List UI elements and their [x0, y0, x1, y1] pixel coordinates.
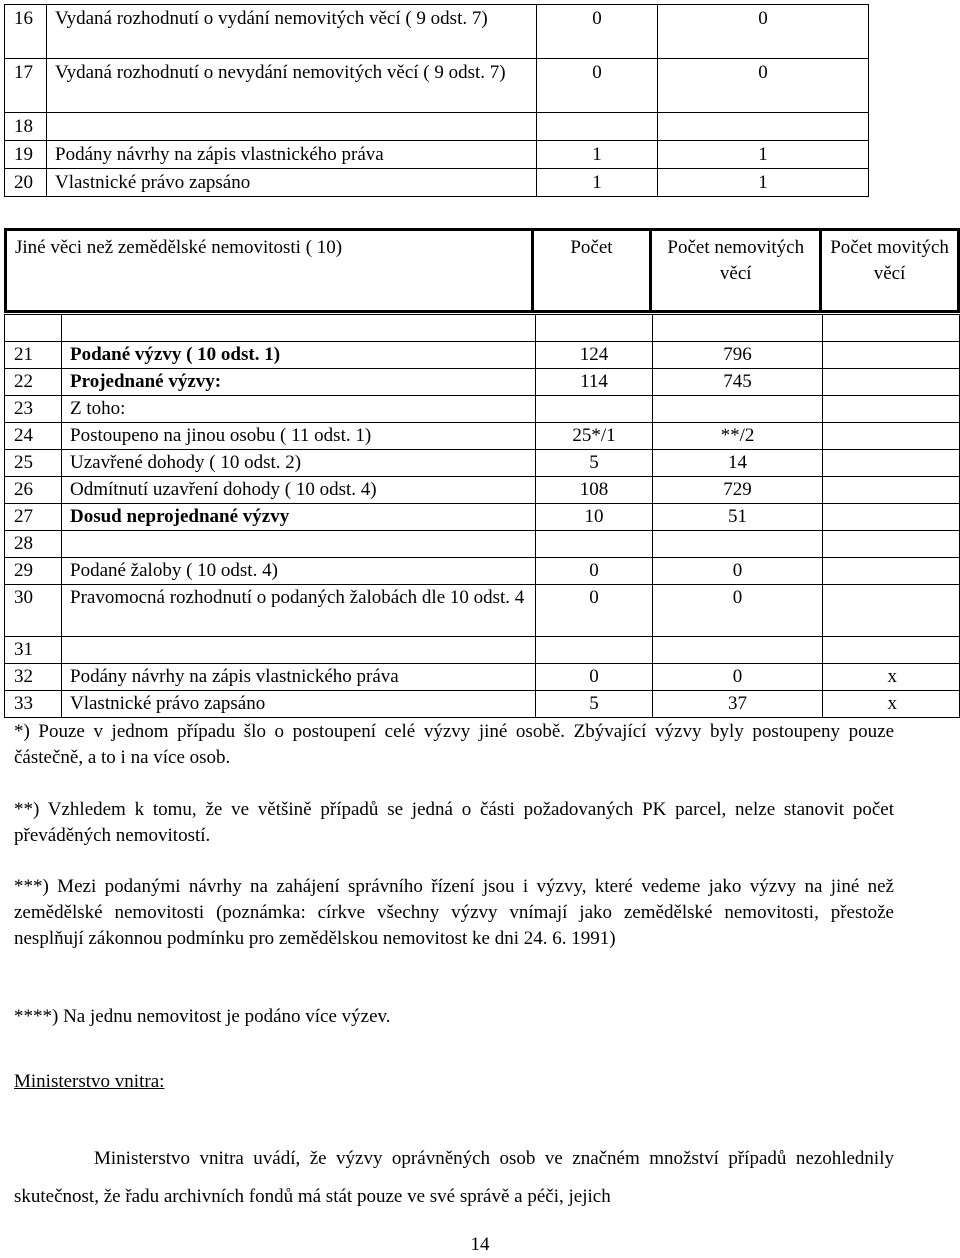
row-immovables — [653, 531, 823, 558]
header-description: Jiné věci než zemědělské nemovitosti ( 10) — [6, 230, 533, 312]
row-count — [536, 531, 653, 558]
row-value-2: 0 — [658, 5, 869, 59]
row-number: 24 — [5, 423, 62, 450]
table-row — [5, 369, 960, 396]
table-row — [5, 141, 869, 169]
header-count: Počet — [532, 230, 651, 312]
table-row — [5, 477, 960, 504]
row-number: 23 — [5, 396, 62, 423]
row-immovables: 37 — [653, 691, 823, 718]
table-row — [5, 315, 960, 342]
row-value-2: 1 — [658, 169, 869, 197]
footnote-3 — [14, 874, 894, 952]
table-row — [5, 423, 960, 450]
row-number: 17 — [5, 59, 47, 113]
row-immovables: 0 — [653, 585, 823, 637]
row-count: 10 — [536, 504, 653, 531]
row-value-2: 1 — [658, 141, 869, 169]
row-movables — [823, 585, 960, 637]
row-movables — [823, 342, 960, 369]
row-movables — [823, 396, 960, 423]
row-description: Vlastnické právo zapsáno — [47, 169, 537, 197]
row-description: Pravomocná rozhodnutí o podaných žalobách dle 10 odst. 4 — [62, 585, 536, 637]
row-number: 21 — [5, 342, 62, 369]
footnote-2-text: **) Vzhledem k tomu, že ve většině případů se jedná o části požadovaných PK parcel, nelze stanovit počet převáděných nemovitostí. — [14, 799, 894, 846]
section-heading — [14, 1069, 894, 1095]
header-row — [6, 230, 959, 312]
table-row — [5, 342, 960, 369]
row-count: 5 — [536, 450, 653, 477]
row-description — [62, 531, 536, 558]
body-paragraph — [14, 1140, 894, 1216]
row-movables — [823, 558, 960, 585]
table-row — [5, 558, 960, 585]
row-count: 124 — [536, 342, 653, 369]
row-count — [536, 396, 653, 423]
row-description: Uzavřené dohody ( 10 odst. 2) — [62, 450, 536, 477]
table-row — [5, 396, 960, 423]
row-number: 19 — [5, 141, 47, 169]
row-description: Podány návrhy na zápis vlastnického práva — [62, 664, 536, 691]
footnote-3-text: ***) Mezi podanými návrhy na zahájení správního řízení jsou i výzvy, které vedeme jako výzvy na jiné než zemědělské nemovitosti (poznámka: církve všechny výzvy vnímají jako zemědělské nemovitosti, přestože nesplňují zákonnou podmínku pro zemědělskou nemovitost ke dni 24. 6. 1991) — [14, 876, 894, 949]
row-description — [62, 637, 536, 664]
row-number: 32 — [5, 664, 62, 691]
row-immovables — [653, 396, 823, 423]
row-description: Podány návrhy na zápis vlastnického práva — [47, 141, 537, 169]
row-count: 0 — [536, 585, 653, 637]
row-number: 30 — [5, 585, 62, 637]
row-description: Podané výzvy ( 10 odst. 1) — [62, 342, 536, 369]
row-count: 25*/1 — [536, 423, 653, 450]
row-movables — [823, 504, 960, 531]
row-count: 0 — [536, 664, 653, 691]
row-movables — [823, 450, 960, 477]
row-count — [536, 637, 653, 664]
table-main — [4, 314, 960, 718]
row-description: Postoupeno na jinou osobu ( 11 odst. 1) — [62, 423, 536, 450]
row-value-2: 0 — [658, 59, 869, 113]
row-number: 18 — [5, 113, 47, 141]
table-row — [5, 450, 960, 477]
row-number: 22 — [5, 369, 62, 396]
body-paragraph-text: Ministerstvo vnitra uvádí, že výzvy oprávněných osob ve značném množství případů nezohlednily skutečnost, že řadu archivních fondů má stát pouze ve své správě a péči, jejich — [14, 1148, 894, 1207]
table-row — [5, 504, 960, 531]
row-value-1: 1 — [537, 141, 658, 169]
row-number: 31 — [5, 637, 62, 664]
row-movables: x — [823, 664, 960, 691]
row-movables — [823, 369, 960, 396]
row-immovables: 0 — [653, 664, 823, 691]
row-count: 5 — [536, 691, 653, 718]
row-description: Z toho: — [62, 396, 536, 423]
row-movables — [823, 637, 960, 664]
row-description: Projednané výzvy: — [62, 369, 536, 396]
table-row — [5, 169, 869, 197]
row-immovables: 0 — [653, 558, 823, 585]
row-immovables — [653, 637, 823, 664]
row-number: 16 — [5, 5, 47, 59]
row-count: 0 — [536, 558, 653, 585]
table-row — [5, 585, 960, 637]
header-movables-count: Počet movitých věcí — [821, 230, 959, 312]
row-value-1: 0 — [537, 5, 658, 59]
footnote-1 — [14, 719, 894, 771]
footnote-4-text: ****) Na jednu nemovitost je podáno více výzev. — [14, 1006, 391, 1027]
table-row — [5, 637, 960, 664]
page-number: 14 — [470, 1234, 490, 1255]
row-count: 114 — [536, 369, 653, 396]
row-immovables: 14 — [653, 450, 823, 477]
row-number: 26 — [5, 477, 62, 504]
row-value-1 — [537, 113, 658, 141]
row-number: 20 — [5, 169, 47, 197]
row-movables — [823, 531, 960, 558]
table-row — [5, 691, 960, 718]
row-description: Vlastnické právo zapsáno — [62, 691, 536, 718]
table-row — [5, 531, 960, 558]
row-description: Dosud neprojednané výzvy — [62, 504, 536, 531]
row-number: 28 — [5, 531, 62, 558]
header-immovables-count: Počet nemovitých věcí — [651, 230, 821, 312]
footnote-4 — [14, 1004, 894, 1030]
row-value-1: 1 — [537, 169, 658, 197]
row-description: Vydaná rozhodnutí o vydání nemovitých věcí ( 9 odst. 7) — [47, 5, 537, 59]
row-number: 27 — [5, 504, 62, 531]
footnote-2 — [14, 797, 894, 849]
row-movables: x — [823, 691, 960, 718]
row-number: 25 — [5, 450, 62, 477]
row-count: 108 — [536, 477, 653, 504]
row-description: Odmítnutí uzavření dohody ( 10 odst. 4) — [62, 477, 536, 504]
table-row — [5, 113, 869, 141]
row-description: Podané žaloby ( 10 odst. 4) — [62, 558, 536, 585]
row-value-2 — [658, 113, 869, 141]
section-heading-text: Ministerstvo vnitra: — [14, 1071, 165, 1092]
table-main-header — [4, 228, 960, 313]
table-top — [4, 4, 869, 197]
row-movables — [823, 423, 960, 450]
row-immovables: 796 — [653, 342, 823, 369]
row-immovables: 745 — [653, 369, 823, 396]
row-immovables: 729 — [653, 477, 823, 504]
row-value-1: 0 — [537, 59, 658, 113]
row-immovables: **/2 — [653, 423, 823, 450]
table-row — [5, 59, 869, 113]
table-row — [5, 5, 869, 59]
row-number: 29 — [5, 558, 62, 585]
row-number: 33 — [5, 691, 62, 718]
table-row — [5, 664, 960, 691]
row-description — [47, 113, 537, 141]
footnote-1-text: *) Pouze v jednom případu šlo o postoupení celé výzvy jiné osobě. Zbývající výzvy byly postoupeny pouze částečně, a to i na více osob. — [14, 721, 894, 768]
row-description: Vydaná rozhodnutí o nevydání nemovitých věcí ( 9 odst. 7) — [47, 59, 537, 113]
row-immovables: 51 — [653, 504, 823, 531]
row-movables — [823, 477, 960, 504]
